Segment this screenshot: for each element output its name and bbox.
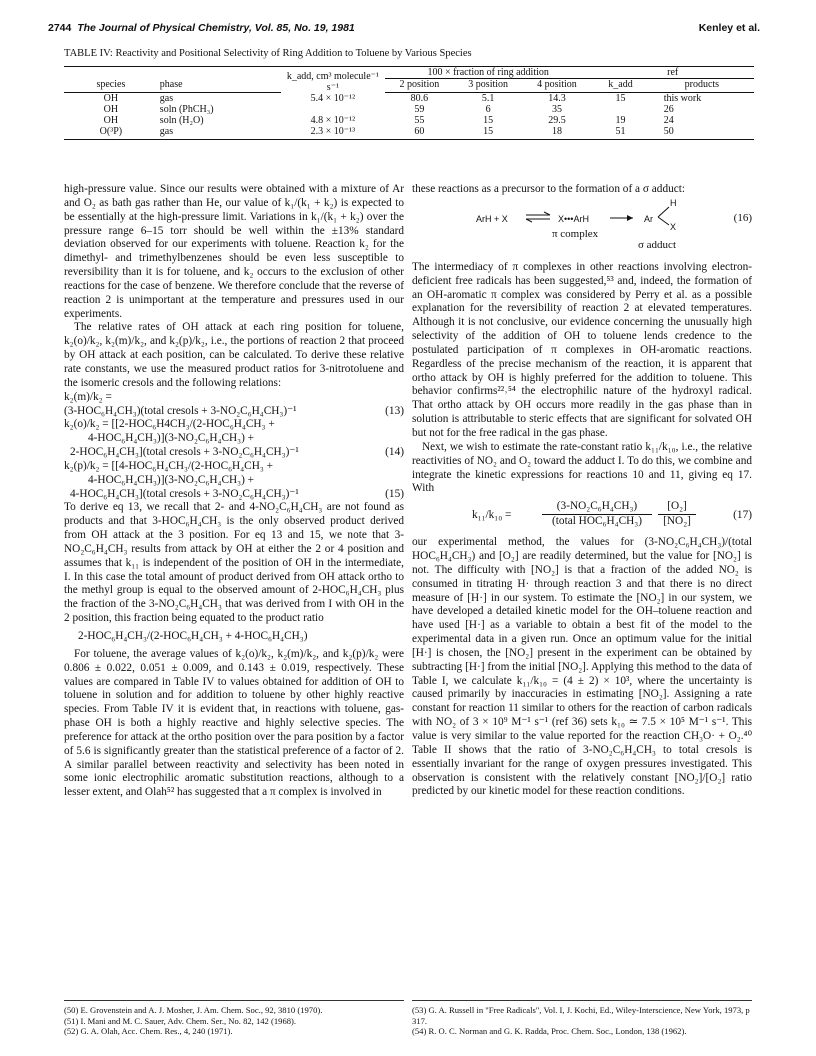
table-row [64,115,754,126]
header-authors: Kenley et al. [698,22,760,34]
footnote: (52) G. A. Olah, Acc. Chem. Res., 4, 240 (1971). [64,1026,233,1036]
cell-p4: 29.5 [548,115,566,126]
cell-p2: 55 [414,115,425,126]
eq-number: (14) [385,446,404,459]
equation-15 [64,460,404,502]
header-kadd: k_add, cm³ molecule⁻¹ s⁻¹ [281,67,385,93]
cell-ref-products: 26 [663,104,674,115]
header-2pos: 2 position [385,79,454,93]
cell-p2: 80.6 [410,93,429,104]
cell-species: OH [103,104,119,115]
cell-kadd [281,104,385,115]
eq-number: (17) [733,509,752,522]
paragraph: these reactions as a precursor to the formation of a σ adduct: [412,183,686,195]
eq17-numerator-2: [O₂] [658,500,696,515]
eq-number: (16) [733,211,752,224]
header-ref-kadd: k_add [591,79,649,93]
eq-line: 4-HOC₆H₄CH₃)](3-NO₂C₆H₄CH₃) + [88,473,255,486]
eq-number: (15) [385,487,404,500]
eq-line: 2-HOC₆H₄CH₃](total cresols + 3-NO₂C₆H₄CH₃)⁻¹ [70,446,299,459]
equation-ratio: 2-HOC₆H₄CH₃/(2-HOC₆H₄CH₃ + 4-HOC₆H₄CH₃) [78,630,308,642]
cell-kadd: 4.8 × 10⁻¹² [310,115,356,126]
table-iv [64,66,754,140]
scheme-x: X [670,221,677,232]
paragraph: high-pressure value. Since our results were obtained with a mixture of Ar and O₂ as bath gas rather than He, our value of k₁/(k₁ + k₂) is expected to be essentially at the high-pressure limit. Variations in k₁/(k₁ + k₂) over the pressure range 6–15 torr should be well within the ±13% standard deviation observed for our experiments with toluene. Reaction k₂ for the dimethyl- and trimethylbenzenes should be even less susceptible to reversibility than it is for toluene, and k₂ occurs to the exclusion of other reactions for the case of benzene. We therefore conclude that the reverse of reaction 2 is unimportant at the temperature and pressures used in our experiments. [64,183,404,320]
cell-p3: 15 [483,115,494,126]
eq17-lhs: k₁₁/k₁₀ = [472,509,512,522]
eq-line: k₂(o)/k₂ = [[2-HOC₆H4CH₃/(2-HOC₆H₄CH₃ + [64,418,275,431]
cell-ref-kadd [591,104,649,115]
cell-p4: 18 [523,126,592,140]
sigma-adduct-label: σ adduct [638,238,677,251]
cell-phase: gas [159,93,174,104]
eq-line: 4-HOC₆H₄CH₃](total cresols + 3-NO₂C₆H₄CH₃)⁻¹ [70,487,299,500]
equilibrium-arrow-icon [524,211,552,223]
cell-p3: 15 [454,126,523,140]
cell-ref-products: this work [663,93,702,104]
cell-species: OH [103,93,119,104]
table-row [64,93,754,105]
footnote: (54) R. O. C. Norman and G. K. Radda, Proc. Chem. Soc., London, 138 (1962). [412,1026,687,1036]
header-3pos: 3 position [454,79,523,93]
header-ref: ref [591,67,754,79]
eq17-numerator: (3-NO₂C₆H₄CH₃) [542,500,652,515]
header-products: products [650,79,754,93]
page-header-left [48,22,355,34]
cell-p2: 59 [414,104,425,115]
cell-ref-products: 24 [663,115,674,126]
cell-ref-products: 50 [650,126,754,140]
paragraph: The intermediacy of π complexes in other reactions involving electron-deficient free radicals has been suggested,⁵³ and, indeed, the formation of an OH-aromatic π complex was considered by Perry et al. as a possible explanation for the reversibility of reaction 2 at elevated temperatures. Although it is not conclusive, our evidence concerning the unusually high selectivity of the addition of OH to toluene lends credence to the postulated participation of π complexes in OH-aromatic reactions. Regardless of the precise mechanism of the reaction, it is apparent that ortho attack by OH is highly preferred for the addition to toluene. This behavior confirms²²˒⁵⁴ the electrophilic nature of the hydroxyl radical. That ortho attack by OH occurs more readily in the gas phase than in solution is attributable to steric effects that are significant for solvated OH but not for the free radical in the gas phase. [412,260,752,439]
cell-species: O(³P) [64,126,158,140]
page-number: 2744 [48,22,72,34]
footnotes-right [412,1000,752,1037]
cell-p3: 5.1 [481,93,495,104]
running-header [48,22,760,38]
footnote: (51) I. Mani and M. C. Sauer, Adv. Chem. Ser., No. 82, 142 (1968). [64,1015,297,1026]
paragraph: our experimental method, the values for (3-NO₂C₆H₄CH₃)/(total HOC₆H₄CH₃) and [O₂] are readily determined, but the value for [NO₂] is not. The difficulty with [NO₂] is that a fraction of the added NO₂ is consumed in titrating H· through reaction 3 and that there is no direct measure of [H·] in our system. To estimate the [NO₂] in our system, we have developed a detailed kinetic model for the OH–toluene reaction and have used [H·] as a variable to obtain a best fit of the model to the experimental data in a given run. Once an optimum value for the initial [H·] is chosen, the [NO₂] present in the experiment can be obtained by subtracting [H·] from the initial [NO₂]. Applying this method to the data of Table I, we calculate k₁₁/k₁₀ = (4 ± 2) × 10³, where the uncertainty is caused primarily by inaccuracies in estimating [NO₂]. Assigning a rate constant for reaction 11 similar to others for the reaction of carbon radicals with NO₂ of 3 × 10⁹ M⁻¹ s⁻¹ (ref 36) sets k₁₀ ≃ 7.5 × 10⁵ M⁻¹ s⁻¹. This value is very similar to the value reported for the reaction CH₃O· + O₂.⁴⁰ Table II shows that the ratio of 3-NO₂C₆H₄CH₃ to total cresols is essentially invariant for the range of oxygen pressures investigated. This observation is consistent with the relatively constant [NO₂]/[O₂] ratio predicted by our kinetic model for these reaction conditions. [412,536,752,798]
footnotes-left [64,1000,404,1037]
cell-species: OH [103,115,119,126]
cell-phase: soln (PhCH₃) [159,104,214,115]
scheme-reactants: ArH + X [476,213,508,224]
header-species: species [64,79,158,93]
cell-kadd: 5.4 × 10⁻¹² [310,93,356,104]
eq17-denominator: (total HOC₆H₄CH₃) [552,515,642,528]
eq-line: k₂(p)/k₂ = [[4-HOC₆H₄CH₃/(2-HOC₆H₄CH₃ + [64,459,273,472]
equation-17 [412,496,752,536]
paragraph: To derive eq 13, we recall that 2- and 4-NO₂C₆H₄CH₃ are not found as products and that 3-HOC₆H₄CH₃ is the only observed product derived from OH attack at the 3 position. For eq 13 and 15, we note that 3-NO₂C₆H₄CH₃ results from attack by OH at either the 2 or 4 position and assumes that k₁₁ is independent of the position of OH in the intermediate, I. In this case the total amount of product derived from OH attack ortho to the methyl group is equal to the observed amount of 2-HOC₆H₄CH₃ plus the fraction of the 3-NO₂C₆H₄CH₃ that was derived from I with OH in the 2 position, this fraction being equated to the product ratio [64,501,404,625]
eq-line: 4-HOC₆H₄CH₃)](3-NO₂C₆H₄CH₃) + [88,432,255,445]
equation-13 [64,391,404,419]
table-row [64,126,754,140]
equation-14 [64,418,404,460]
table-row [64,104,754,115]
header-fraction: 100 × fraction of ring addition [385,67,591,79]
cell-phase: gas [158,126,281,140]
journal-name: The Journal of Physical Chemistry, Vol. 85, No. 19, 1981 [77,22,355,34]
eq-number: (13) [385,404,404,417]
footnote: (50) E. Grovenstein and A. J. Mosher, J. Am. Chem. Soc., 92, 3810 (1970). [64,1005,323,1015]
paragraph: For toluene, the average values of k₂(o)/k₂, k₂(m)/k₂, and k₂(p)/k₂ were 0.806 ± 0.022, 0.051 ± 0.009, and 0.143 ± 0.019, respectively. These values are compared in Table IV to values obtained for addition of OH to toluene in solution and for addition to toluene by other highly reactive species. From Table IV it is evident that, in reactions with toluene, gas-phase OH is both a highly reactive and highly selective species. The preference for attack at the ortho position over the para position by a factor of 5.6 is significantly greater than the statistical preference of a factor of 2. A similar parallel between reactivity and selectivity has been noted in some ionic electrophilic aromatic substitution reactions, although to a lesser extent, and Olah⁵² has suggested that a π complex is involved in [64,647,404,799]
scheme-h: H [670,197,677,208]
cell-p3: 6 [485,104,491,115]
header-phase: phase [158,79,281,93]
cell-p4: 14.3 [548,93,566,104]
paragraph: Next, we wish to estimate the rate-constant ratio k₁₁/k₁₀, i.e., the relative reactivities of NO₂ and O₂ toward the adduct I. To do this, we combine and integrate the kinetic expressions for reactions 10 and 11, giving eq 17. With [412,440,752,495]
reaction-scheme-16 [412,197,752,261]
pi-complex-label: π complex [552,227,599,240]
cell-ref-kadd: 19 [615,115,626,126]
cell-ref-kadd: 51 [591,126,649,140]
right-column [412,183,752,799]
scheme-ar: Ar [644,213,653,224]
cell-ref-kadd: 15 [615,93,626,104]
cell-kadd: 2.3 × 10⁻¹³ [281,126,385,140]
eq-line: k₂(m)/k₂ = [64,390,112,403]
cell-p4: 35 [551,104,562,115]
forward-arrow-icon [608,213,636,223]
scheme-pi-complex: X•••ArH [558,213,589,224]
paragraph: The relative rates of OH attack at each ring position for toluene, k₂(o)/k₂, k₂(m)/k₂, and k₂(p)/k₂, i.e., the portions of reaction 2 that proceed by OH attack at each position, can be calculated. To derive these relative rate constants, we use the measured product ratios for 3-nitrotoluene and the isomeric cresols and the following relations: [64,321,404,389]
footnote: (53) G. A. Russell in "Free Radicals", Vol. I, J. Kochi, Ed., Wiley-Interscience, New York, 1973, p 317. [412,1005,750,1026]
eq-line: (3-HOC₆H₄CH₃)(total cresols + 3-NO₂C₆H₄CH₃)⁻¹ [64,404,297,417]
eq17-denominator-2: [NO₂] [663,515,691,528]
header-4pos: 4 position [523,79,592,93]
cell-p2: 60 [385,126,454,140]
left-column [64,183,404,800]
cell-phase: soln (H₂O) [159,115,204,126]
table-caption: TABLE IV: Reactivity and Positional Selectivity of Ring Addition to Toluene by Various Species [64,48,472,59]
